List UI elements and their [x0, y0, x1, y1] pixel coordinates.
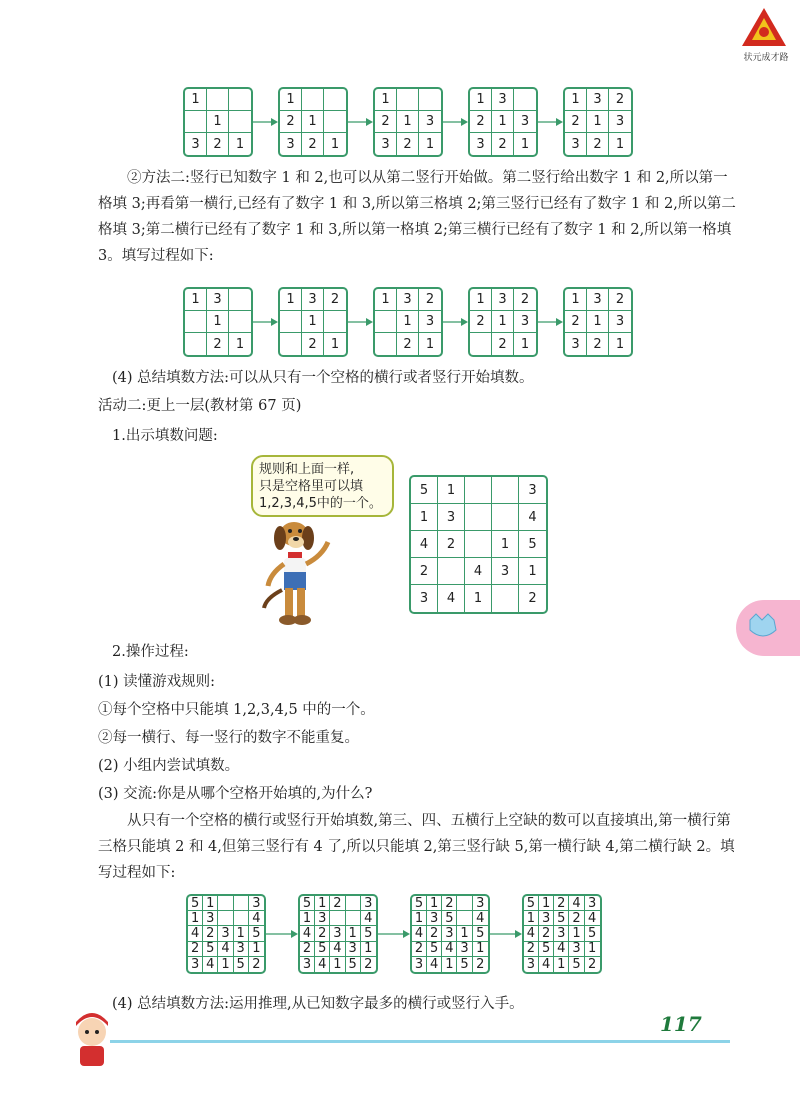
grid-cell: 3 [427, 911, 442, 926]
grid-cell: 1 [615, 336, 625, 352]
summary-2: (4) 总结填数方法:运用推理,从已知数字最多的横行或竖行入手。 [112, 996, 524, 1012]
grid-cell: 3 [330, 926, 345, 941]
grid-cell [375, 333, 397, 355]
grid-cell: 2 [609, 289, 631, 311]
grid-cell: 1 [346, 926, 361, 941]
grid-cell: 1 [565, 289, 587, 311]
grid-cell: 1 [235, 136, 245, 152]
grid-cell: 4 [438, 585, 465, 612]
number-grid [373, 87, 443, 157]
grid-cell [465, 477, 492, 504]
grid-cell: 5 [203, 942, 218, 957]
grid-cell: 5 [473, 926, 488, 941]
grid-cell: 3 [554, 926, 569, 941]
speech-bubble [251, 455, 394, 517]
grid-cell: 3 [587, 89, 609, 111]
grid-cell: 1 [470, 289, 492, 311]
grid-cell: 1 [412, 911, 427, 926]
grid-cell: 4 [519, 504, 546, 531]
grid-cell: 2 [412, 942, 427, 957]
grid-cell: 3 [492, 558, 519, 585]
grid-cell: 3 [565, 133, 587, 155]
grid-cell [185, 111, 207, 133]
grid-cell: 1 [519, 558, 546, 585]
grid-cell: 2 [565, 111, 587, 133]
grid-cell: 1 [207, 111, 229, 133]
dog-illustration [256, 512, 336, 628]
grid-cell [229, 311, 251, 333]
grid-cell [185, 311, 207, 333]
grid-cell: 1 [397, 311, 419, 333]
grid-cell: 1 [615, 136, 625, 152]
grid-cell: 1 [465, 585, 492, 612]
flower-icon [746, 612, 780, 642]
grid-cell: 1 [425, 336, 435, 352]
arrow-right-icon [538, 317, 563, 327]
grid-cell [185, 333, 207, 355]
grid-cell [457, 911, 472, 926]
grid-cell: 1 [375, 289, 397, 311]
grid-cell: 5 [585, 926, 600, 941]
grid-cell [229, 289, 251, 311]
grid-cell: 1 [218, 957, 233, 972]
grid-cell: 3 [411, 585, 438, 612]
grid-cell: 2 [411, 558, 438, 585]
number-grid [563, 287, 633, 357]
grid-cell [229, 89, 251, 111]
grid-cell: 5 [524, 896, 539, 911]
arrow-right-icon [443, 117, 468, 127]
arrow-right-icon [538, 117, 563, 127]
arrow-right-icon [378, 929, 410, 939]
grid-row-method1 [183, 86, 633, 158]
grid-cell: 3 [457, 942, 472, 957]
number-grid [468, 87, 538, 157]
group-try: (2) 小组内尝试填数。 [98, 758, 240, 774]
grid-cell: 3 [203, 911, 218, 926]
grid-cell: 1 [470, 89, 492, 111]
rule-2: ②每一横行、每一竖行的数字不能重复。 [98, 730, 359, 746]
grid-cell: 4 [524, 926, 539, 941]
grid-cell: 2 [330, 896, 345, 911]
grid-cell: 1 [411, 504, 438, 531]
grid-cell: 5 [539, 942, 554, 957]
grid-cell: 5 [188, 896, 203, 911]
arrow-right-icon [490, 929, 522, 939]
rules-title: (1) 读懂游戏规则: [98, 674, 216, 690]
grid-cell: 3 [492, 289, 514, 311]
method2-paragraph: ②方法二:竖行已知数字 1 和 2,也可以从第二竖行开始做。第二竖行给出数字 1 和 2,所以第一格填 3;再看第一横行,已经有了数字 1 和 3,所以第三格填 2;第三竖行已经有了数字 1 和 2,所以第二格填 3;第二横行已经有了数字 1 和 3,所以第一格填 2;第三横行已经有了数字 1 和 2,所以第一格填 3。填写过程如下: [98, 170, 736, 264]
arrow-right-icon [443, 317, 468, 327]
grid-cell: 4 [249, 911, 264, 926]
grid-cell: 2 [427, 926, 442, 941]
grid-cell: 1 [185, 89, 207, 111]
grid-cell: 5 [411, 477, 438, 504]
number-grid [278, 87, 348, 157]
grid-cell: 4 [465, 558, 492, 585]
grid-cell: 5 [457, 957, 472, 972]
grid-cell: 2 [375, 111, 397, 133]
grid-cell [234, 896, 249, 911]
grid-cell: 3 [539, 911, 554, 926]
grid-cell: 2 [203, 926, 218, 941]
grid-cell: 4 [188, 926, 203, 941]
grid-cell: 4 [554, 942, 569, 957]
grid-cell: 3 [442, 926, 457, 941]
grid-cell: 2 [397, 133, 419, 155]
grid-cell: 5 [300, 896, 315, 911]
grid-cell: 2 [514, 289, 536, 311]
grid-cell [280, 333, 302, 355]
grid-cell [438, 558, 465, 585]
grid-cell [492, 585, 519, 612]
exchange-question: (3) 交流:你是从哪个空格开始填的,为什么? [98, 786, 373, 802]
arrow-right-icon [348, 117, 373, 127]
grid-cell: 3 [473, 896, 488, 911]
grid-cell: 2 [442, 896, 457, 911]
grid-cell: 2 [207, 333, 229, 355]
grid-cell: 1 [427, 896, 442, 911]
grid-cell [302, 89, 324, 111]
grid-cell: 1 [300, 911, 315, 926]
grid-cell: 2 [476, 956, 485, 972]
grid-cell: 1 [520, 336, 530, 352]
grid-cell [375, 311, 397, 333]
grid-cell: 1 [554, 957, 569, 972]
grid-cell: 3 [188, 957, 203, 972]
grid-cell: 4 [569, 896, 584, 911]
grid-cell: 1 [492, 111, 514, 133]
grid-cell: 2 [300, 942, 315, 957]
activity2-title: 活动二:更上一层(教材第 67 页) [98, 398, 302, 414]
grid-cell: 3 [585, 896, 600, 911]
grid-cell: 5 [412, 896, 427, 911]
number-grid [468, 287, 538, 357]
grid-cell [324, 311, 346, 333]
side-tab [736, 600, 800, 656]
grid-cell: 2 [438, 531, 465, 558]
grid-cell: 2 [207, 133, 229, 155]
grid-cell: 3 [249, 896, 264, 911]
grid-cell: 3 [234, 942, 249, 957]
grid-cell: 1 [397, 111, 419, 133]
grid-cell: 3 [470, 133, 492, 155]
grid-cell [324, 89, 346, 111]
number-grid [563, 87, 633, 157]
step2-title: 2.操作过程: [112, 644, 189, 660]
grid-row-method2 [183, 286, 633, 358]
grid-cell: 4 [300, 926, 315, 941]
grid-cell: 3 [300, 957, 315, 972]
grid-cell: 4 [442, 942, 457, 957]
grid-cell [492, 504, 519, 531]
grid-cell: 2 [588, 956, 597, 972]
grid-cell: 1 [185, 289, 207, 311]
summary-1: (4) 总结填数方法:可以从只有一个空格的横行或者竖行开始填数。 [112, 370, 534, 386]
step1-title: 1.出示填数问题: [112, 428, 218, 444]
grid-cell: 1 [315, 896, 330, 911]
arrow-right-icon [253, 317, 278, 327]
number-grid [410, 894, 490, 974]
grid-cell: 1 [234, 926, 249, 941]
rule-1: ①每个空格中只能填 1,2,3,4,5 中的一个。 [98, 702, 375, 718]
grid-cell: 3 [587, 289, 609, 311]
grid-cell [346, 911, 361, 926]
grid-cell [218, 896, 233, 911]
grid-cell: 5 [315, 942, 330, 957]
grid-cell: 2 [470, 111, 492, 133]
grid-cell: 2 [492, 133, 514, 155]
grid-cell: 3 [514, 111, 536, 133]
grid-cell: 1 [330, 136, 340, 152]
grid-cell [234, 911, 249, 926]
number-grid [298, 894, 378, 974]
grid-cell: 2 [528, 591, 537, 606]
grid-cell: 2 [587, 333, 609, 355]
arrow-right-icon [348, 317, 373, 327]
bubble-line: 只是空格里可以填 [259, 479, 364, 494]
grid-cell: 1 [438, 477, 465, 504]
arrow-right-icon [253, 117, 278, 127]
grid-cell: 1 [587, 111, 609, 133]
grid-cell: 1 [473, 942, 488, 957]
grid-cell: 3 [218, 926, 233, 941]
grid-cell: 3 [519, 477, 546, 504]
grid-cell: 2 [554, 896, 569, 911]
grid-cell: 2 [492, 333, 514, 355]
number-grid [409, 475, 548, 614]
grid-cell: 3 [524, 957, 539, 972]
grid-cell [346, 896, 361, 911]
grid-cell: 3 [375, 133, 397, 155]
grid-cell: 3 [419, 111, 441, 133]
grid-cell: 1 [280, 289, 302, 311]
grid-cell [514, 89, 536, 111]
grid-cell: 1 [492, 311, 514, 333]
publisher-logo [736, 6, 792, 68]
grid-cell [280, 311, 302, 333]
grid-cell: 1 [569, 926, 584, 941]
grid-cell: 5 [346, 957, 361, 972]
grid-cell: 4 [427, 957, 442, 972]
grid-cell: 1 [280, 89, 302, 111]
grid-cell: 1 [249, 942, 264, 957]
grid-cell [218, 911, 233, 926]
grid-cell [207, 89, 229, 111]
footer-line [110, 1040, 730, 1043]
grid-cell: 2 [539, 926, 554, 941]
grid-cell: 4 [411, 531, 438, 558]
grid-cell: 2 [565, 311, 587, 333]
bubble-line: 1,2,3,4,5中的一个。 [259, 496, 382, 511]
grid-cell: 1 [330, 336, 340, 352]
grid-cell: 3 [412, 957, 427, 972]
grid-cell: 3 [609, 111, 631, 133]
grid-cell: 2 [302, 333, 324, 355]
grid-cell: 1 [188, 911, 203, 926]
logo-text: 状元成才路 [743, 53, 789, 63]
grid-cell: 1 [587, 311, 609, 333]
grid-cell: 1 [330, 957, 345, 972]
grid-cell: 3 [569, 942, 584, 957]
grid-cell: 4 [412, 926, 427, 941]
grid-cell: 2 [188, 942, 203, 957]
grid-cell: 3 [492, 89, 514, 111]
grid-cell: 3 [185, 133, 207, 155]
grid-cell: 2 [524, 942, 539, 957]
grid-cell [397, 89, 419, 111]
grid-cell: 2 [364, 956, 373, 972]
arrow-right-icon [266, 929, 298, 939]
grid-cell: 1 [524, 911, 539, 926]
grid-cell: 2 [252, 956, 261, 972]
number-grid [522, 894, 602, 974]
grid-cell [457, 896, 472, 911]
grid-cell: 5 [427, 942, 442, 957]
grid-cell: 1 [203, 896, 218, 911]
grid-cell: 1 [302, 111, 324, 133]
grid-cell: 1 [520, 136, 530, 152]
grid-cell: 1 [375, 89, 397, 111]
grid-cell: 2 [397, 333, 419, 355]
grid-cell: 3 [302, 289, 324, 311]
page-number: 117 [660, 1012, 702, 1036]
bubble-line: 规则和上面一样, [259, 462, 355, 477]
grid-cell: 2 [302, 133, 324, 155]
grid-cell: 3 [207, 289, 229, 311]
grid-cell: 1 [442, 957, 457, 972]
grid-cell: 4 [473, 911, 488, 926]
grid-cell: 5 [361, 926, 376, 941]
grid-cell: 3 [397, 289, 419, 311]
grid-cell: 4 [203, 957, 218, 972]
grid-cell: 1 [302, 311, 324, 333]
grid-cell [465, 531, 492, 558]
grid-cell [229, 111, 251, 133]
grid-cell: 5 [519, 531, 546, 558]
grid-cell: 4 [361, 911, 376, 926]
grid-cell: 1 [207, 311, 229, 333]
grid-cell: 1 [539, 896, 554, 911]
grid-cell: 2 [470, 311, 492, 333]
grid-cell [324, 111, 346, 133]
grid-cell: 1 [585, 942, 600, 957]
number-grid [373, 287, 443, 357]
grid-cell: 4 [218, 942, 233, 957]
grid-cell: 3 [419, 311, 441, 333]
grid-cell: 1 [492, 531, 519, 558]
grid-cell: 3 [609, 311, 631, 333]
number-grid [186, 894, 266, 974]
grid-cell: 4 [539, 957, 554, 972]
grid-cell: 1 [235, 336, 245, 352]
number-grid [183, 287, 253, 357]
number-grid [183, 87, 253, 157]
grid-cell: 2 [569, 911, 584, 926]
grid-cell: 2 [315, 926, 330, 941]
number-grid [278, 287, 348, 357]
grid-cell: 2 [587, 133, 609, 155]
grid-cell: 5 [554, 911, 569, 926]
grid-cell [330, 911, 345, 926]
grid-cell: 5 [569, 957, 584, 972]
grid-cell: 4 [315, 957, 330, 972]
grid-cell: 3 [438, 504, 465, 531]
grid-cell: 1 [565, 89, 587, 111]
mascot-illustration [70, 1010, 114, 1070]
grid-cell [492, 477, 519, 504]
grid-cell [419, 89, 441, 111]
grid-cell: 2 [280, 111, 302, 133]
grid-cell: 3 [514, 311, 536, 333]
grid-cell: 5 [442, 911, 457, 926]
grid-cell [470, 333, 492, 355]
grid-cell: 3 [361, 896, 376, 911]
grid-cell: 5 [234, 957, 249, 972]
grid-cell: 4 [585, 911, 600, 926]
grid-row-5x5-process [186, 895, 602, 972]
grid-cell: 2 [324, 289, 346, 311]
grid-cell: 5 [249, 926, 264, 941]
grid-cell: 3 [315, 911, 330, 926]
grid-cell: 3 [346, 942, 361, 957]
grid-cell: 3 [565, 333, 587, 355]
grid-cell: 1 [425, 136, 435, 152]
grid-cell: 4 [330, 942, 345, 957]
logo-icon [736, 6, 792, 50]
grid-cell: 2 [609, 89, 631, 111]
grid-cell: 1 [361, 942, 376, 957]
grid-cell: 1 [457, 926, 472, 941]
explanation-paragraph: 从只有一个空格的横行或竖行开始填数,第三、四、五横行上空缺的数可以直接填出,第一横行第三格只能填 2 和 4,但第三竖行有 4 了,所以只能填 2,第三竖行缺 5,第一横行缺 4,第二横行缺 2。填写过程如下: [98, 813, 735, 881]
puzzle-grid-5x5 [409, 475, 548, 614]
grid-cell: 3 [280, 133, 302, 155]
grid-cell [465, 504, 492, 531]
grid-cell: 2 [419, 289, 441, 311]
